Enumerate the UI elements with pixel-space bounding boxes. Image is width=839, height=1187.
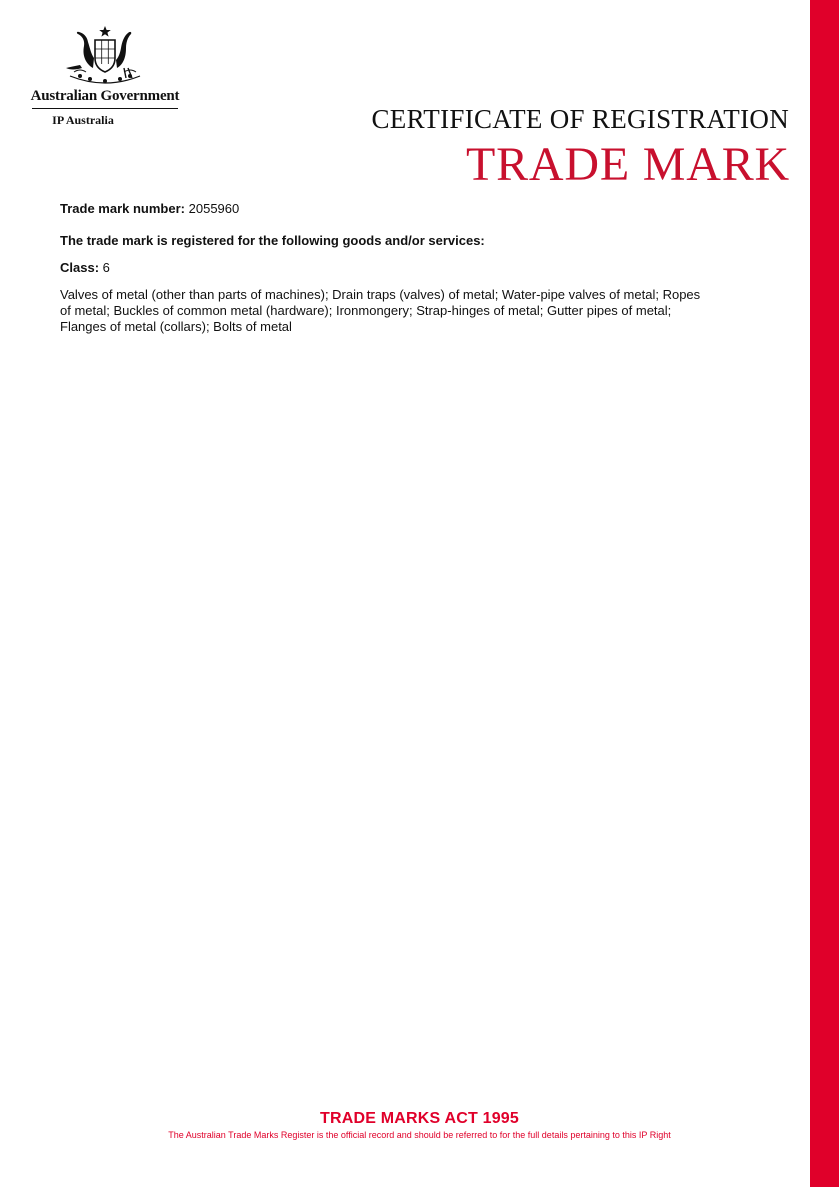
- class-value: 6: [102, 260, 110, 275]
- certificate-title: CERTIFICATE OF REGISTRATION: [371, 104, 789, 134]
- registration-details: [60, 201, 760, 335]
- class-line: [60, 260, 760, 276]
- act-title: TRADE MARKS ACT 1995: [320, 1110, 519, 1127]
- class-label: Class:: [60, 260, 100, 275]
- goods-line-1: Valves of metal (other than parts of machines); Drain traps (valves) of metal; Water-pipe valves of metal; Ropes: [60, 287, 701, 302]
- agency-name: IP Australia: [52, 113, 114, 127]
- goods-line-3: Flanges of metal (collars); Bolts of metal: [60, 319, 292, 334]
- logo-divider: [32, 108, 178, 109]
- coat-of-arms-icon: [60, 24, 150, 88]
- trade-mark-number-value: 2055960: [188, 201, 240, 216]
- goods-line-2: of metal; Buckles of common metal (hardware); Ironmongery; Strap-hinges of metal; Gutter pipes of metal;: [60, 303, 672, 318]
- goods-description: [60, 287, 760, 335]
- registered-for-heading: The trade mark is registered for the following goods and/or services:: [60, 233, 485, 248]
- side-red-bar: [810, 0, 839, 1187]
- trade-mark-number-label: Trade mark number:: [60, 201, 185, 216]
- document-type-title: TRADE MARK: [465, 138, 790, 191]
- trade-mark-number-line: [60, 201, 760, 217]
- register-note: The Australian Trade Marks Register is the official record and should be referred to for the full details pertaining to this IP Right: [168, 1130, 671, 1140]
- footer: [0, 1110, 839, 1140]
- government-name: Australian Government: [30, 88, 180, 104]
- government-logo: [30, 24, 180, 128]
